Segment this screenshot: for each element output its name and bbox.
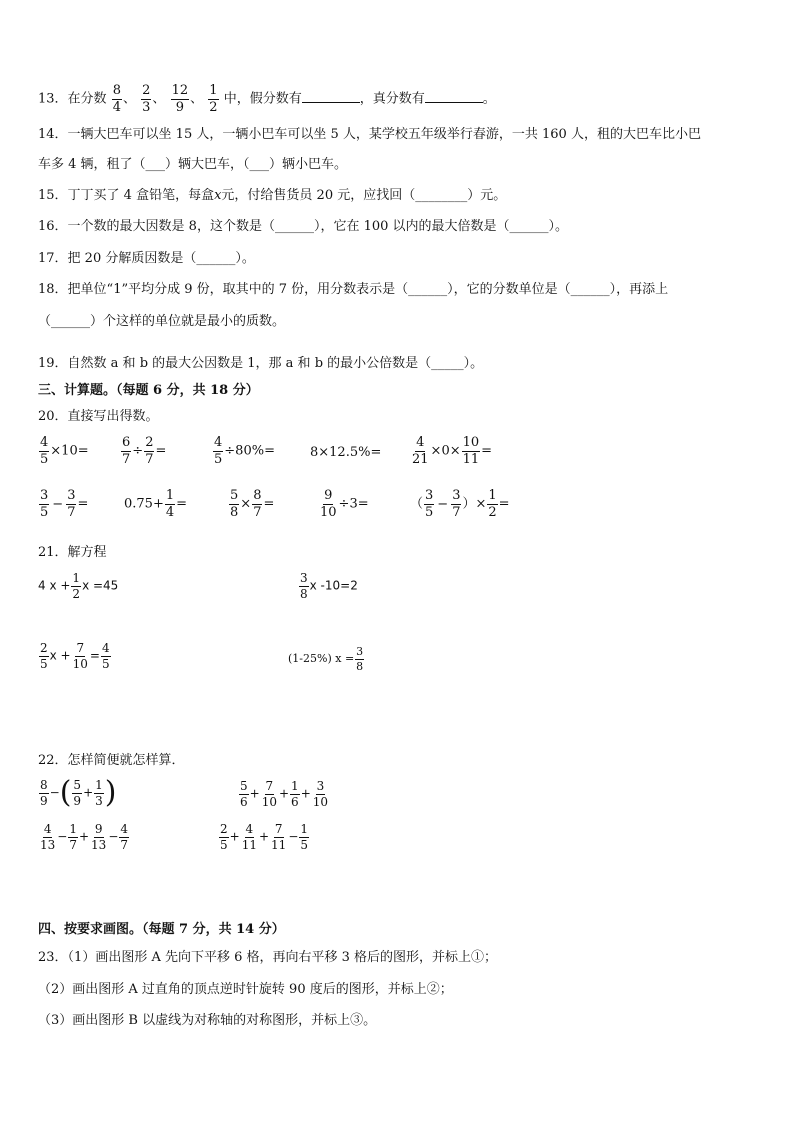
question-14-line1: 14．一辆大巴车可以坐 15 人，一辆小巴车可以坐 5 人，某学校五年级举行春游，一共 160 人，租的大巴车比小巴 — [38, 127, 701, 142]
answer-blank[interactable] — [302, 102, 360, 103]
question-16: 16．一个数的最大因数是 8，这个数是（______），它在 100 以内的最大倍数是（______）。 — [38, 219, 569, 234]
q21-eq-1: 4 x + $\frac{1}{2}$ x =45 — [38, 571, 119, 601]
q20-expr-9: $\frac{9}{10}$ ÷3= — [320, 488, 369, 520]
question-23-part1: 23．（1）画出图形 A 先向下平移 6 格，再向右平移 3 格后的图形，并标上①； — [38, 950, 498, 965]
q20-expr-2: $\frac{6}{7}$ ÷ $\frac{2}{7}$ = — [122, 435, 167, 467]
question-20-title: 20．直接写出得数。 — [38, 409, 159, 424]
question-23-part3: （3）画出图形 B 以虚线为对称轴的对称图形，并标上③。 — [38, 1013, 377, 1028]
question-23-part2: （2）画出图形 A 过直角的顶点逆时针旋转 90 度后的图形，并标上②； — [38, 982, 453, 997]
q21-eq-4: (1-25%) x = $\frac{3}{8}$ — [288, 645, 364, 673]
question-13: 13．在分数 $\frac{8}{4}$ 、 $\frac{2}{3}$ 、 $\frac{12}{9}$ 、 $\frac{1}{2}$ 中，假分数有 ，真分数有 。 — [38, 83, 496, 115]
q21-eq-2: $\frac{3}{8}$ x -10=2 — [300, 571, 358, 601]
fraction: $\frac{1}{2}$ — [209, 83, 218, 115]
q20-expr-3: $\frac{4}{5}$ ÷80%= — [214, 435, 275, 467]
question-17: 17．把 20 分解质因数是（______）。 — [38, 251, 255, 266]
question-21-title: 21．解方程 — [38, 545, 107, 560]
q20-expr-5: $\frac{4}{21}$ ×0× $\frac{10}{11}$ = — [412, 435, 493, 467]
q13-lead: 13．在分数 — [38, 91, 107, 107]
section-3-heading: 三、计算题。（每题 6 分，共 18 分） — [38, 383, 259, 398]
fraction: $\frac{12}{9}$ — [171, 83, 189, 115]
question-19: 19．自然数 a 和 b 的最大公因数是 1，那 a 和 b 的最小公倍数是（_____）。 — [38, 356, 484, 371]
question-14-line2: 车多 4 辆，租了（___）辆大巴车，（___）辆小巴车。 — [38, 157, 348, 172]
q22-expr-1: $\frac{8}{9}$ −( $\frac{5}{9}$ + $\frac{1}{3}$ ) — [40, 775, 117, 810]
q22-expr-2: $\frac{5}{6}$ + $\frac{7}{10}$ + $\frac{1}{6}$ + $\frac{3}{10}$ — [240, 779, 329, 809]
q20-expr-10: （ $\frac{3}{5}$ − $\frac{3}{7}$ ）× $\frac{1}{2}$ = — [410, 488, 510, 520]
q20-expr-4: 8×12.5%= — [310, 445, 382, 460]
fraction: $\frac{8}{4}$ — [112, 83, 121, 115]
fraction: $\frac{2}{3}$ — [142, 83, 151, 115]
q22-expr-4: $\frac{2}{5}$ + $\frac{4}{11}$ + $\frac{7}{11}$ − $\frac{1}{5}$ — [220, 822, 309, 852]
section-4-heading: 四、按要求画图。（每题 7 分，共 14 分） — [38, 922, 285, 937]
question-18-line1: 18．把单位“1”平均分成 9 份，取其中的 7 份，用分数表示是（______），它的分数单位是（______），再添上 — [38, 282, 669, 297]
q20-expr-1: $\frac{4}{5}$ ×10= — [40, 435, 89, 467]
question-15: 15．丁丁买了 4 盒铅笔，每盒x元，付给售货员 20 元，应找回（________）元。 — [38, 188, 507, 203]
q20-expr-7: 0.75+ $\frac{1}{4}$ = — [124, 488, 188, 520]
q22-expr-3: $\frac{4}{13}$ − $\frac{1}{7}$ + $\frac{9}{13}$ − $\frac{4}{7}$ — [40, 822, 129, 852]
question-18-line2: （______）个这样的单位就是最小的质数。 — [38, 314, 286, 329]
q21-eq-3: $\frac{2}{5}$ x + $\frac{7}{10}$ = $\frac{4}{5}$ — [40, 641, 110, 671]
q20-expr-8: $\frac{5}{8}$ × $\frac{8}{7}$ = — [230, 488, 275, 520]
q20-expr-6: $\frac{3}{5}$ − $\frac{3}{7}$ = — [40, 488, 89, 520]
q13-mid: 中，假分数有 — [223, 91, 302, 107]
question-22-title: 22．怎样简便就怎样算． — [38, 753, 185, 768]
answer-blank[interactable] — [425, 102, 483, 103]
